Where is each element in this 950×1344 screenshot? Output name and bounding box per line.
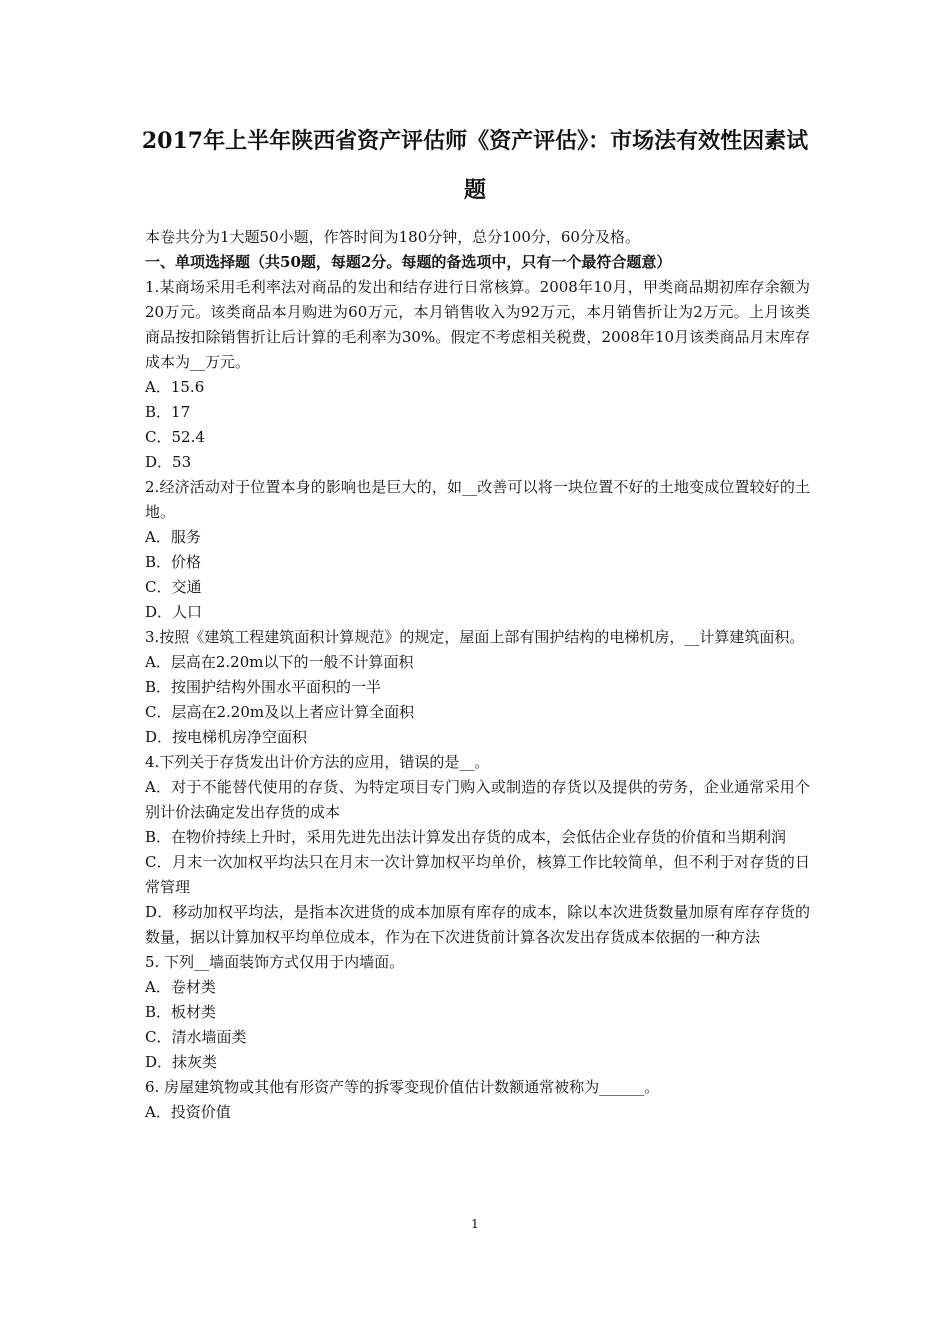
question-stem: 2.经济活动对于位置本身的影响也是巨大的，如__改善可以将一块位置不好的土地变成位置较好的土地。 bbox=[145, 478, 810, 521]
page-number: 1 bbox=[471, 1217, 479, 1231]
exam-intro: 本卷共分为1大题50小题，作答时间为180分钟，总分100分，60分及格。 bbox=[145, 228, 640, 246]
option-d: D．按电梯机房净空面积 bbox=[145, 728, 308, 746]
question-stem: 5. 下列__墙面装饰方式仅用于内墙面。 bbox=[145, 953, 405, 971]
document-body bbox=[145, 225, 810, 1125]
option-a: A．投资价值 bbox=[145, 1103, 231, 1121]
document-title-line-1: 2017年上半年陕西省资产评估师《资产评估》：市场法有效性因素试 bbox=[141, 128, 809, 154]
option-a: A．服务 bbox=[145, 528, 201, 546]
question-4 bbox=[145, 750, 810, 950]
section-heading: 一、单项选择题（共50题，每题2分。每题的备选项中，只有一个最符合题意） bbox=[145, 253, 672, 271]
option-d: D．抹灰类 bbox=[145, 1053, 218, 1071]
question-5 bbox=[145, 950, 810, 1075]
option-c: C．交通 bbox=[145, 578, 202, 596]
document-title-line-2: 题 bbox=[463, 177, 486, 203]
option-a: A．层高在2.20m以下的一般不计算面积 bbox=[145, 653, 414, 671]
option-b: B．在物价持续上升时，采用先进先出法计算发出存货的成本，会低估企业存货的价值和当期利润 bbox=[145, 828, 787, 846]
option-c: C．层高在2.20m及以上者应计算全面积 bbox=[145, 703, 415, 721]
option-a: A．15.6 bbox=[145, 378, 205, 396]
option-b: B．价格 bbox=[145, 553, 202, 571]
option-a: A．卷材类 bbox=[145, 978, 216, 996]
option-b: B．17 bbox=[145, 403, 191, 421]
option-c: C．清水墙面类 bbox=[145, 1028, 247, 1046]
question-stem: 1.某商场采用毛利率法对商品的发出和结存进行日常核算。2008年10月，甲类商品期初库存余额为20万元。该类商品本月购进为60万元，本月销售收入为92万元，本月销售折让为2万元。上月该类商品按扣除销售折让后计算的毛利率为30%。假定不考虑相关税费，2008年10月该类商品月末库存成本为__万元。 bbox=[145, 278, 810, 371]
question-stem: 4.下列关于存货发出计价方法的应用，错误的是__。 bbox=[145, 753, 490, 771]
question-2 bbox=[145, 475, 810, 625]
question-1 bbox=[145, 275, 810, 475]
option-d: D．人口 bbox=[145, 603, 203, 621]
option-b: B．按围护结构外围水平面积的一半 bbox=[145, 678, 382, 696]
option-a: A．对于不能替代使用的存货、为特定项目专门购入或制造的存货以及提供的劳务，企业通常采用个别计价法确定发出存货的成本 bbox=[145, 778, 810, 821]
option-c: C．52.4 bbox=[145, 428, 205, 446]
option-b: B．板材类 bbox=[145, 1003, 217, 1021]
option-d: D．53 bbox=[145, 453, 192, 471]
option-c: C．月末一次加权平均法只在月末一次计算加权平均单价，核算工作比较简单，但不利于对存货的日常管理 bbox=[145, 853, 810, 896]
option-d: D．移动加权平均法，是指本次进货的成本加原有库存的成本，除以本次进货数量加原有库存存货的数量，据以计算加权平均单位成本，作为在下次进货前计算各次发出存货成本依据的一种方法 bbox=[145, 903, 810, 946]
question-stem: 6. 房屋建筑物或其他有形资产等的拆零变现价值估计数额通常被称为______。 bbox=[145, 1078, 660, 1096]
question-6 bbox=[145, 1075, 810, 1125]
question-stem: 3.按照《建筑工程建筑面积计算规范》的规定，屋面上部有围护结构的电梯机房，__计算建筑面积。 bbox=[145, 628, 805, 646]
question-3 bbox=[145, 625, 810, 750]
